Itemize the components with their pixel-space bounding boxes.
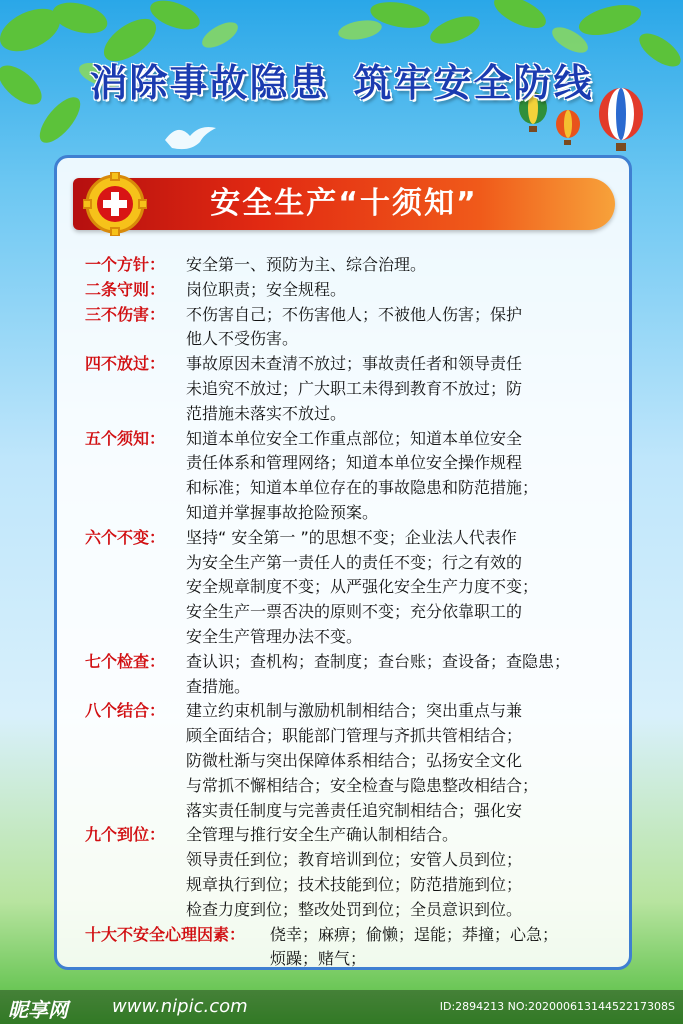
rule-text-line: 不伤害自己；不伤害他人；不被他人伤害；保护 [186, 304, 523, 324]
rule-text-line: 安全生产一票否决的原则不变；充分依靠职工的 [186, 602, 523, 622]
rule-label: 九个到位： [85, 825, 166, 845]
headline-left: 消除事故隐患 [89, 61, 330, 105]
rule-text-line: 查措施。 [186, 676, 251, 696]
rule-item [85, 823, 615, 922]
rule-text [186, 526, 615, 650]
rule-text-line: 顾全面结合；职能部门管理与齐抓共管相结合； [186, 726, 523, 746]
rule-text-line: 防微杜渐与突出保障体系相结合；弘扬安全文化 [186, 750, 523, 770]
rule-text [186, 303, 615, 353]
rule-text [186, 823, 615, 922]
dove-icon [160, 118, 220, 158]
rule-text-line: 安全规章制度不变；从严强化安全生产力度不变； [186, 577, 539, 597]
rule-label: 十大不安全心理因素： [85, 924, 246, 944]
watermark-id: ID:2894213 NO:20200061314452217308S [439, 1000, 675, 1013]
headline-right: 筑牢安全防线 [353, 61, 594, 105]
rule-label: 一个方针： [85, 255, 166, 274]
rule-text [186, 352, 615, 426]
rule-text [186, 699, 615, 823]
rule-text-line: 责任体系和管理网络；知道本单位安全操作规程 [186, 453, 523, 473]
rule-label: 五个须知： [85, 428, 166, 448]
rule-label: 八个结合： [85, 701, 166, 721]
rule-text-line: 落实责任制度与完善责任追究制相结合；强化安 [186, 800, 523, 820]
rule-text-line: 侥幸；麻痹；偷懒；逞能；莽撞；心急； [270, 924, 559, 944]
rule-label: 七个检查： [85, 651, 166, 671]
rule-text-line: 范措施未落实不放过。 [186, 403, 347, 423]
rule-text-line: 领导责任到位；教育培训到位；安管人员到位； [186, 850, 523, 870]
rule-text-line: 烦躁；赌气； [270, 949, 367, 969]
rule-text [186, 650, 615, 700]
watermark-logo: 昵享网 [8, 998, 68, 1022]
rule-text-line: 检查力度到位；整改处罚到位；全员意识到位。 [186, 899, 523, 919]
rule-item [85, 352, 615, 426]
rule-item [85, 699, 615, 823]
rule-text-line: 未追究不放过；广大职工未得到教育不放过；防 [186, 378, 523, 398]
rule-text-line: 与常抓不懈相结合；安全检查与隐患整改相结合； [186, 775, 539, 795]
rule-text-line: 岗位职责；安全规程。 [186, 279, 347, 299]
content-panel [54, 155, 632, 970]
rules-list [85, 253, 615, 972]
rule-text [270, 923, 615, 973]
rule-label: 六个不变： [85, 527, 166, 547]
rule-item [85, 278, 615, 303]
rule-item [85, 427, 615, 526]
rule-text-line: 安全生产管理办法不变。 [186, 626, 363, 646]
rule-text-line: 为安全生产第一责任人的责任不变；行之有效的 [186, 552, 523, 572]
poster-title: 安全生产“十须知” [210, 186, 478, 221]
rule-text-line: 坚持“ 安全第一 ”的思想不变；企业法人代表作 [186, 527, 517, 547]
rule-text-line: 安全第一、预防为主、综合治理。 [186, 255, 427, 274]
rule-text-line: 知道本单位安全工作重点部位；知道本单位安全 [186, 428, 523, 448]
watermark-site: www.nipic.com [112, 996, 248, 1017]
rule-text-line: 知道并掌握事故抢险预案。 [186, 502, 379, 522]
rule-item [85, 650, 615, 700]
rule-item [85, 253, 615, 278]
rule-text-line: 规章执行到位；技术技能到位；防范措施到位； [186, 874, 523, 894]
rule-text [186, 427, 615, 526]
rule-label: 三不伤害： [85, 304, 166, 324]
rule-text-line: 和标准；知道本单位存在的事故隐患和防范措施； [186, 478, 539, 498]
rule-item [85, 923, 615, 973]
title-banner [73, 178, 615, 230]
rule-text-line: 建立约束机制与激励机制相结合；突出重点与兼 [186, 701, 523, 721]
rule-label: 二条守则： [85, 279, 166, 299]
rule-text-line: 事故原因未查清不放过；事故责任者和领导责任 [186, 354, 523, 374]
rule-item [85, 526, 615, 650]
rule-text-line: 全管理与推行安全生产确认制相结合。 [186, 825, 459, 845]
rule-text [186, 253, 615, 278]
poster-headline [0, 52, 683, 107]
rule-text-line: 查认识；查机构；查制度；查台账；查设备；查隐患； [186, 651, 571, 671]
rule-label: 四不放过： [85, 354, 166, 374]
rule-text-line: 他人不受伤害。 [186, 329, 299, 349]
watermark-bar [0, 990, 683, 1024]
rule-text [186, 278, 615, 303]
rule-item [85, 303, 615, 353]
